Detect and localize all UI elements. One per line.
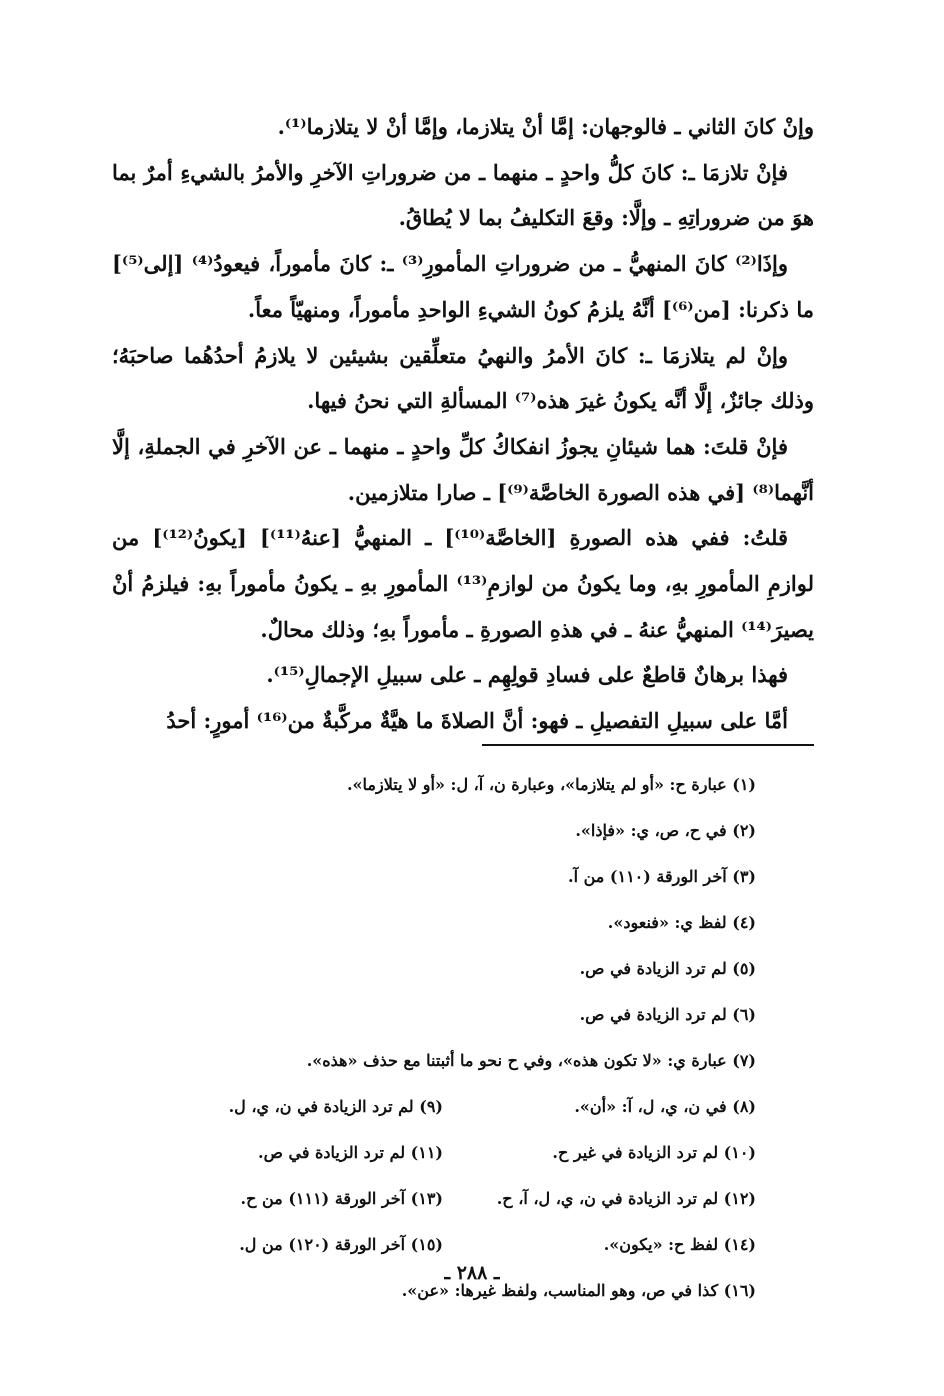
paragraph: فإنْ تلازمَا ـ: كانَ كلُّ واحدٍ ـ منهما ـ من ضروراتِ الآخرِ والأمرُ بالشيءِ أمرٌ بما هوَ من ضروراتِهِ ـ وإلَّا: وقعَ التكليفُ بما لا يُطاقُ. (112, 159, 814, 231)
paragraph: وإذَا⁽²⁾ كانَ المنهيُّ ـ من ضروراتِ المأمورِ⁽³⁾ ـ: كانَ مأموراً، فيعودُ⁽⁴⁾ [إلى⁽⁵⁾] ما ذكرنا: [من⁽⁶⁾] أنَّهُ يلزمُ كونُ الشيءِ الواحدِ مأموراً، ومنهيّاً معاً. (112, 251, 814, 322)
footnote: (٩) لم ترد الزيادة في ن، ي، ل. (228, 1097, 443, 1116)
footnote: (٤) لفظ ي: «فنعود». (607, 913, 756, 932)
footnote: (٢) في ح، ص، ي: «فإذا». (575, 821, 756, 840)
footnote: (١٤) لفظ ح: «يكون». (603, 1235, 756, 1254)
footnote: (٦) لم ترد الزيادة في ص. (579, 1005, 756, 1024)
main-text-body (112, 104, 814, 744)
footnotes-section (150, 762, 756, 1314)
footnote: (١١) لم ترد الزيادة في ص. (258, 1143, 443, 1162)
paragraph: أمَّا على سبيلِ التفصيلِ ـ فهو: أنَّ الصلاةَ ما هيَّةٌ مركَّبةٌ من⁽¹⁶⁾ أمورٍ: أحدُ (166, 708, 788, 734)
paragraph: فهذا برهانٌ قاطعٌ على فسادِ قولِهِم ـ على سبيلِ الإجمالِ⁽¹⁵⁾. (266, 662, 788, 688)
footnote: (١٣) آخر الورقة (١١١) من ح. (240, 1189, 443, 1208)
footnote: (١٥) آخر الورقة (١٢٠) من ل. (239, 1235, 443, 1254)
page-number: ـ ٢٨٨ ـ (444, 1262, 500, 1284)
footnote: (١٠) لم ترد الزيادة في غير ح. (552, 1143, 756, 1162)
paragraph: وإنْ لم يتلازمَا ـ: كانَ الأمرُ والنهيُ متعلِّقين بشيئين لا يلازمُ أحدُهُما صاحبَهُ؛ وذلك جائزٌ، إلَّا أنَّه يكونُ غيرَ هذه⁽⁷⁾ المسألةِ التي نحنُ فيها. (112, 342, 814, 414)
footnote: (١) عبارة ح: «أو لم يتلازما»، وعبارة ن، آ، ل: «أو لا يتلازما». (346, 775, 756, 794)
footnote: (٥) لم ترد الزيادة في ص. (579, 959, 756, 978)
paragraph: وإنْ كانَ الثاني ـ فالوجهان: إمَّا أنْ يتلازما، وإمَّا أنْ لا يتلازما⁽¹⁾. (277, 114, 814, 139)
footnote-row (150, 1130, 756, 1176)
footnote: (٣) آخر الورقة (١١٠) من آ. (568, 867, 756, 886)
footnote-separator (482, 744, 814, 746)
footnote: (٧) عبارة ي: «لا تكون هذه»، وفي ح نحو ما أثبتنا مع حذف «هذه». (306, 1051, 756, 1070)
footnote: (٨) في ن، ي، ل، آ: «أن». (574, 1097, 756, 1116)
footnote: (١٢) لم ترد الزيادة في ن، ي، ل، آ، ح. (496, 1189, 756, 1208)
paragraph: قلتُ: ففي هذه الصورةِ [الخاصَّة⁽¹⁰⁾] ـ المنهيُّ [عنهُ⁽¹¹⁾] [يكونُ⁽¹²⁾] من لوازمِ المأمورِ بهِ، وما يكونُ من لوازمِ⁽¹³⁾ المأمورِ بهِ ـ يكونُ مأموراً بهِ: فيلزمُ أنْ يصيرَ⁽¹⁴⁾ المنهيُّ عنهُ ـ في هذهِ الصورةِ ـ مأموراً بهِ؛ وذلك محالٌ. (112, 525, 814, 642)
footnote: (١٦) كذا في ص، وهو المناسب، ولفظ غيرها: «عن». (401, 1281, 756, 1300)
footnote-row (150, 1084, 756, 1130)
paragraph: فإنْ قلتَ: هما شيئانِ يجوزُ انفكاكُ كلِّ واحدٍ ـ منهما ـ عن الآخرِ في الجملةِ، إلَّا أنَّهما⁽⁸⁾ [في هذه الصورة الخاصَّة⁽⁹⁾] ـ صارا متلازمين. (112, 433, 814, 505)
footnote-row (150, 1176, 756, 1222)
